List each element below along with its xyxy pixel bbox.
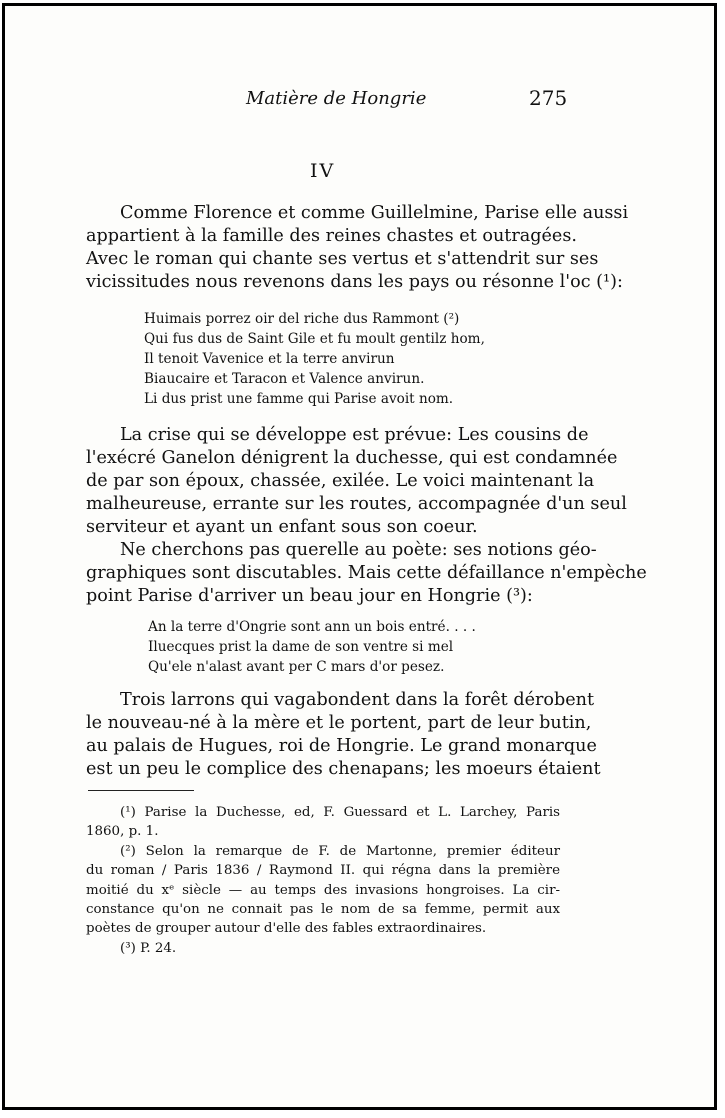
footnote-line: (¹) Parise la Duchesse, ed, F. Guessard et L. Larchey, Paris	[120, 805, 560, 820]
footnote-divider	[88, 790, 194, 791]
paragraph-line: appartient à la famille des reines chastes et outragées.	[86, 226, 577, 246]
footnote-line: poètes de grouper autour d'elle des fables extraordinaires.	[86, 921, 487, 937]
verse-line: Li dus prist une famme qui Parise avoit nom.	[144, 391, 454, 407]
paragraph-3	[86, 539, 647, 608]
verse-line: An la terre d'Ongrie sont ann un bois entré. . . .	[148, 619, 476, 635]
section-number: IV	[310, 160, 336, 182]
paragraph-2	[86, 424, 627, 539]
paragraph-line: au palais de Hugues, roi de Hongrie. Le grand monarque	[86, 736, 597, 756]
paragraph-line: Avec le roman qui chante ses vertus et s'attendrit sur ses	[86, 249, 599, 269]
footnote-line: (²) Selon la remarque de F. de Martonne, premier éditeur	[120, 843, 560, 859]
verse-line: Iluecques prist la dame de son ventre si mel	[148, 639, 454, 655]
verse-quote-1	[144, 309, 485, 409]
footnote-line: moitié du xᵉ siècle — au temps des invasions hongroises. La cir-	[86, 882, 560, 898]
verse-line: Huimais porrez oir del riche dus Rammont (²)	[144, 311, 460, 327]
footnote-line: constance qu'on ne connait pas le nom de sa femme, permit aux	[86, 902, 560, 918]
paragraph-line: graphiques sont discutables. Mais cette défaillance n'empèche	[86, 563, 647, 583]
paragraph-1	[86, 202, 629, 294]
paragraph-line: de par son époux, chassée, exilée. Le voici maintenant la	[86, 471, 595, 491]
footnote-line: (³) P. 24.	[120, 940, 177, 956]
running-title: Matière de Hongrie	[246, 88, 427, 109]
verse-line: Qu'ele n'alast avant per C mars d'or pesez.	[148, 659, 445, 675]
paragraph-line: Comme Florence et comme Guillelmine, Parise elle aussi	[120, 203, 629, 223]
footnotes	[86, 803, 560, 958]
paragraph-line: point Parise d'arriver un beau jour en Hongrie (³):	[86, 586, 533, 606]
page-number: 275	[529, 86, 568, 110]
paragraph-line: Trois larrons qui vagabondent dans la forêt dérobent	[120, 690, 595, 710]
footnote-line: 1860, p. 1.	[86, 824, 159, 840]
paragraph-line: La crise qui se développe est prévue: Les cousins de	[120, 425, 589, 445]
paragraph-line: l'exécré Ganelon dénigrent la duchesse, qui est condamnée	[86, 448, 618, 468]
paragraph-line: vicissitudes nous revenons dans les pays ou résonne l'oc (¹):	[86, 272, 623, 292]
paragraph-line: est un peu le complice des chenapans; les moeurs étaient	[86, 759, 601, 779]
verse-line: Qui fus dus de Saint Gile et fu moult gentilz hom,	[144, 331, 485, 347]
paragraph-line: le nouveau-né à la mère et le portent, part de leur butin,	[86, 713, 592, 733]
verse-line: Il tenoit Vavenice et la terre anvirun	[144, 351, 395, 367]
paragraph-line: serviteur et ayant un enfant sous son coeur.	[86, 517, 478, 537]
verse-quote-2	[148, 617, 476, 677]
paragraph-line: Ne cherchons pas querelle au poète: ses notions géo-	[120, 540, 597, 560]
paragraph-4	[86, 689, 601, 781]
paragraph-line: malheureuse, errante sur les routes, accompagnée d'un seul	[86, 494, 627, 514]
footnote-line: du roman / Paris 1836 / Raymond II. qui régna dans la première	[86, 863, 560, 879]
verse-line: Biaucaire et Taracon et Valence anvirun.	[144, 371, 425, 387]
